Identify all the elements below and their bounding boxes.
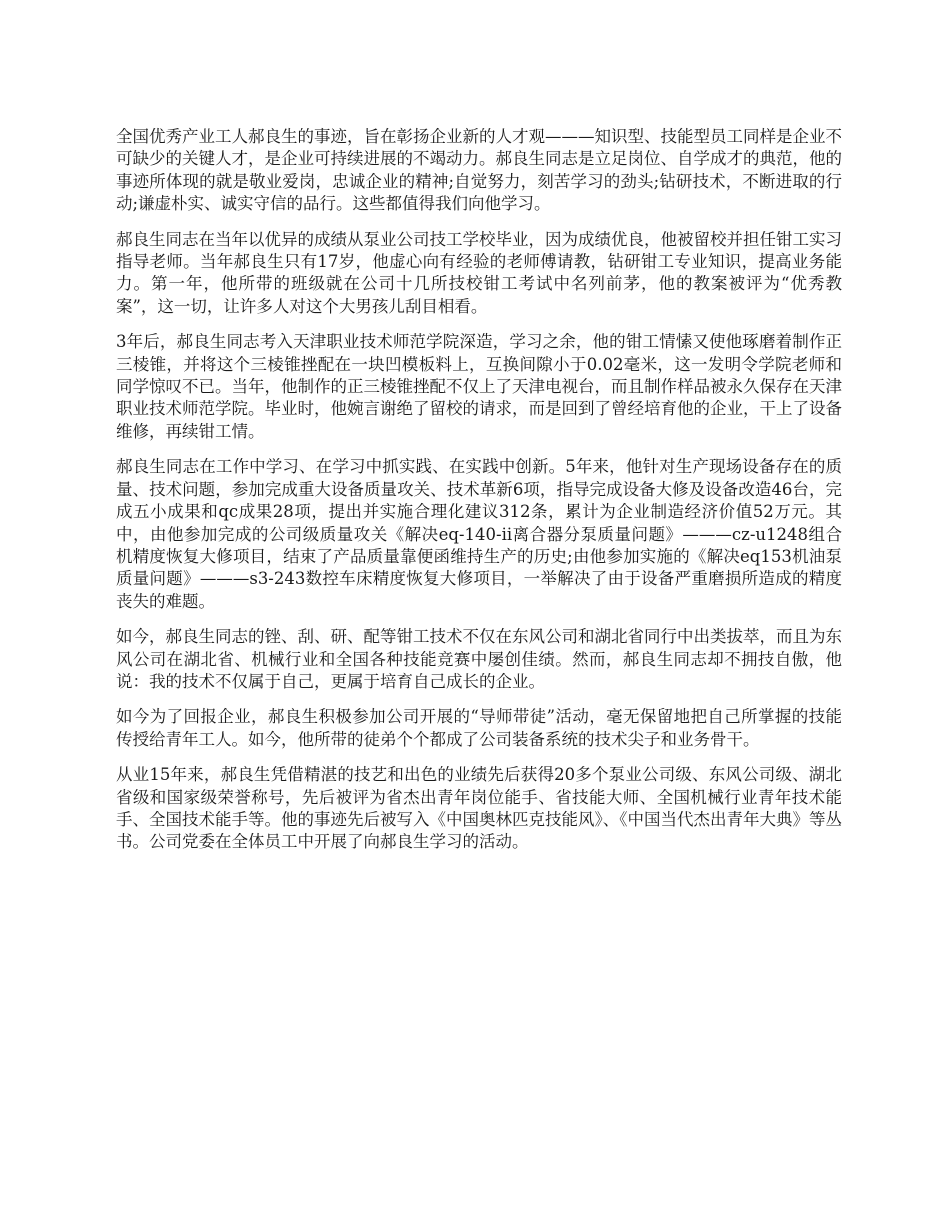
paragraph-4: 郝良生同志在工作中学习、在学习中抓实践、在实践中创新。5年来，他针对生产现场设备存在的质量、技术问题，参加完成重大设备质量攻关、技术革新6项，指导完成设备大修及设备改造46台，完成五小成果和qc成果28项，提出并实施合理化建议312条，累计为企业制造经济价值52万元。其中，由他参加完成的公司级质量攻关《解决eq-140-ii离合器分泵质量问题》———cz-u1248组合机精度恢复大修项目，结束了产品质量靠便函维持生产的历史;由他参加实施的《解决eq153机油泵质量问题》———s3-243数控车床精度恢复大修项目，一举解决了由于设备严重磨损所造成的精度丧失的难题。	[116, 457, 842, 611]
paragraph-6: 如今为了回报企业，郝良生积极参加公司开展的“导师带徒”活动，毫无保留地把自己所掌握的技能传授给青年工人。如今，他所带的徒弟个个都成了公司装备系统的技术尖子和业务骨干。	[116, 707, 842, 749]
paragraph-5: 如今，郝良生同志的锉、刮、研、配等钳工技术不仅在东风公司和湖北省同行中出类拔萃，而且为东风公司在湖北省、机械行业和全国各种技能竞赛中屡创佳绩。然而，郝良生同志却不拥技自傲，他说：我的技术不仅属于自己，更属于培育自己成长的企业。	[116, 627, 842, 691]
document-body	[116, 126, 842, 867]
paragraph-3: 3年后，郝良生同志考入天津职业技术师范学院深造，学习之余，他的钳工情愫又使他琢磨着制作正三棱锥，并将这个三棱锥挫配在一块凹模板料上，互换间隙小于0.02毫米，这一发明令学院老师和同学惊叹不已。当年，他制作的正三棱锥挫配不仅上了天津电视台，而且制作样品被永久保存在天津职业技术师范学院。毕业时，他婉言谢绝了留校的请求，而是回到了曾经培育他的企业，干上了设备维修，再续钳工情。	[116, 332, 842, 441]
paragraph-2: 郝良生同志在当年以优异的成绩从泵业公司技工学校毕业，因为成绩优良，他被留校并担任钳工实习指导老师。当年郝良生只有17岁，他虚心向有经验的老师傅请教，钻研钳工专业知识，提高业务能力。第一年，他所带的班级就在公司十几所技校钳工考试中名列前茅，他的教案被评为“优秀教案”，这一切，让许多人对这个大男孩儿刮目相看。	[116, 229, 842, 316]
paragraph-7: 从业15年来，郝良生凭借精湛的技艺和出色的业绩先后获得20多个泵业公司级、东风公司级、湖北省级和国家级荣誉称号，先后被评为省杰出青年岗位能手、省技能大师、全国机械行业青年技术能手、全国技术能手等。他的事迹先后被写入《中国奥林匹克技能风》、《中国当代杰出青年大典》等丛书。公司党委在全体员工中开展了向郝良生学习的活动。	[116, 765, 842, 852]
paragraph-1: 全国优秀产业工人郝良生的事迹，旨在彰扬企业新的人才观———知识型、技能型员工同样是企业不可缺少的关键人才，是企业可持续进展的不竭动力。郝良生同志是立足岗位、自学成才的典范，他的事迹所体现的就是敬业爱岗，忠诚企业的精神;自觉努力，刻苦学习的劲头;钻研技术，不断进取的行动;谦虚朴实、诚实守信的品行。这些都值得我们向他学习。	[116, 127, 842, 214]
